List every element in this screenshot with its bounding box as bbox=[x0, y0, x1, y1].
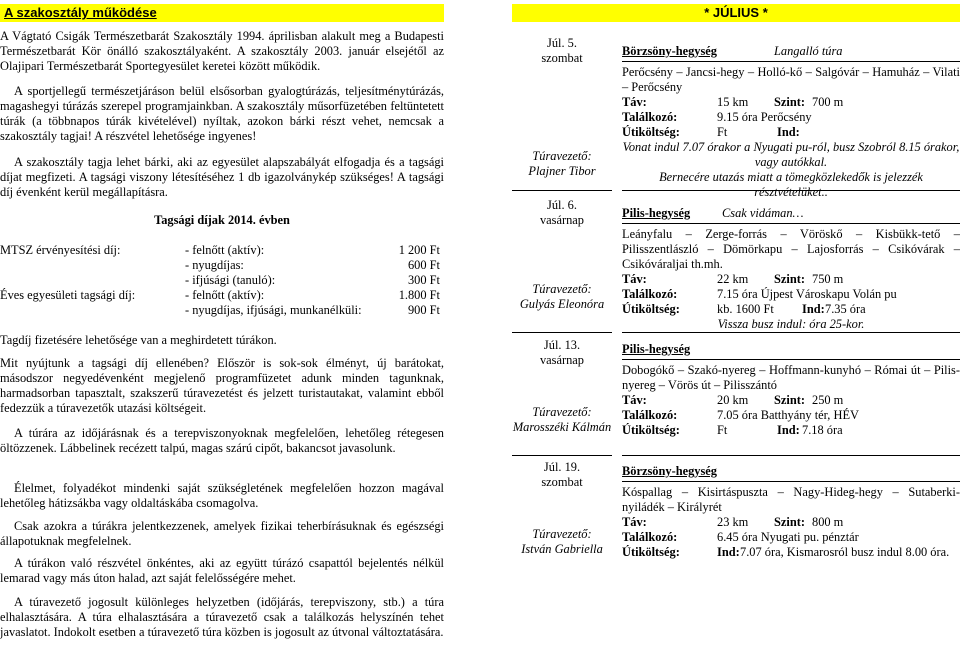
tour-note: Bernecére utazás miatt a tömegközlekedők is jelezzék résztvételüket.. bbox=[659, 170, 923, 199]
tour-leader-label: Túravezető: bbox=[532, 405, 592, 419]
distance-value: 15 km bbox=[717, 95, 749, 109]
distance-value: 23 km bbox=[717, 515, 749, 529]
tour-leader: Marosszéki Kálmán bbox=[512, 420, 612, 434]
tour-date-block bbox=[512, 198, 612, 310]
meeting-value: 6.45 óra Nyugati pu. pénztár bbox=[717, 530, 859, 544]
distance-label: Táv: bbox=[622, 393, 647, 407]
tour-block bbox=[622, 342, 960, 438]
meeting-label: Találkozó: bbox=[622, 408, 678, 422]
distance-label: Táv: bbox=[622, 272, 647, 286]
cost-value: kb. 1600 Ft bbox=[717, 302, 774, 316]
meeting-label: Találkozó: bbox=[622, 530, 678, 544]
divider bbox=[512, 190, 612, 191]
fee-row bbox=[0, 243, 444, 258]
fee-amount: 900 Ft bbox=[407, 303, 440, 317]
distance-label: Táv: bbox=[622, 515, 647, 529]
tour-note: Vissza busz indul: óra 25-kor. bbox=[717, 317, 865, 331]
fee-row bbox=[0, 273, 444, 288]
tour-region: Börzsöny-hegység bbox=[622, 44, 717, 58]
divider bbox=[622, 190, 960, 191]
elevation-label: Szint: bbox=[774, 515, 805, 529]
fee-row bbox=[0, 303, 444, 318]
elevation-value: 800 m bbox=[812, 515, 844, 529]
tour-day: szombat bbox=[541, 475, 583, 489]
tour-date: Júl. 13. bbox=[543, 338, 581, 352]
leader-paragraph: A túravezető jogosult különleges helyzetben (időjárás, terepviszony, stb.) a túra elhalasztására. A túra elhalasztására a túravezető csak a találkozás helyszínén tehet javaslatot. Indokolt esetben a túravezető túra közben is jogosult az útvonal változtatására. bbox=[0, 595, 444, 639]
meeting-label: Találkozó: bbox=[622, 287, 678, 301]
month-title-bar bbox=[512, 4, 960, 22]
tour-region: Pilis-hegység bbox=[622, 206, 691, 220]
tour-day: vasárnap bbox=[539, 353, 585, 367]
tour-region: Börzsöny-hegység bbox=[622, 464, 717, 478]
tour-name: Langalló túra bbox=[774, 44, 843, 58]
fee-row bbox=[0, 288, 444, 303]
cost-label: Útiköltség: bbox=[622, 302, 680, 316]
fee-category: - nyugdíjas: bbox=[185, 258, 244, 272]
elevation-label: Szint: bbox=[774, 272, 805, 286]
fee-category: - felnőtt (aktív): bbox=[185, 288, 265, 302]
tour-leader: Gulyás Eleonóra bbox=[519, 297, 605, 311]
tour-note: Vonat indul 7.07 órakor a Nyugati pu-ról, busz Szobról 8.15 órakor, vagy autókkal. bbox=[622, 140, 960, 169]
tour-leader-label: Túravezető: bbox=[532, 149, 592, 163]
start-label: Ind: bbox=[777, 125, 800, 139]
tour-date: Júl. 6. bbox=[547, 198, 577, 212]
start-value: 7.18 óra bbox=[802, 423, 843, 437]
tour-leader: Plajner Tibor bbox=[528, 164, 596, 178]
cost-label: Útiköltség: bbox=[622, 545, 680, 559]
elevation-label: Szint: bbox=[774, 95, 805, 109]
tour-leader-label: Túravezető: bbox=[532, 282, 592, 296]
tour-name: Csak vidáman… bbox=[722, 206, 804, 220]
tour-leader-label: Túravezető: bbox=[532, 527, 592, 541]
start-value: 7.35 óra bbox=[825, 302, 866, 316]
fee-category: - felnőtt (aktív): bbox=[185, 243, 265, 257]
tour-title-line bbox=[622, 464, 960, 482]
fee-amount: 300 Ft bbox=[407, 273, 440, 287]
cost-value: Ft bbox=[717, 423, 728, 437]
fee-row bbox=[0, 258, 444, 273]
elevation-value: 700 m bbox=[812, 95, 844, 109]
offer-paragraph: Mit nyújtunk a tagsági díj ellenében? Először is sok-sok élményt, új barátokat, másodszor negyedévenként megjelenő programfüzetet adunk minden tagunknak, harmadsorban tapasztalt, szakszerű túravezetést és jelzett turistautakat, valamint ebből fedezzük a túravezetők utazási költségeit. bbox=[0, 356, 444, 415]
start-label: Ind: bbox=[717, 545, 740, 559]
distance-value: 20 km bbox=[717, 393, 749, 407]
tour-block bbox=[622, 464, 960, 560]
distance-label: Táv: bbox=[622, 95, 647, 109]
tour-title-line bbox=[622, 44, 960, 62]
tour-region: Pilis-hegység bbox=[622, 342, 691, 356]
elevation-label: Szint: bbox=[774, 393, 805, 407]
start-label: Ind: bbox=[777, 423, 800, 437]
elevation-value: 750 m bbox=[812, 272, 844, 286]
tour-date-block bbox=[512, 460, 612, 560]
tour-date-block bbox=[512, 338, 612, 438]
tour-date-block bbox=[512, 36, 612, 176]
meeting-label: Találkozó: bbox=[622, 110, 678, 124]
elevation-value: 250 m bbox=[812, 393, 844, 407]
tour-title-line bbox=[622, 342, 960, 360]
risk-paragraph: A túrákon való részvétel önkéntes, aki az együtt túrázó csapattól bejelentés nélkül lemarad vagy más úton halad, azt saját felelősségére mehet. bbox=[0, 556, 444, 585]
start-label: Ind: bbox=[802, 302, 825, 316]
fee-amount: 1.800 Ft bbox=[398, 288, 440, 302]
month-title: * JÚLIUS * bbox=[704, 5, 768, 20]
tour-block bbox=[622, 206, 960, 332]
tour-date: Júl. 19. bbox=[543, 460, 581, 474]
food-paragraph: Élelmet, folyadékot mindenki saját szükségletének megfelelően hozzon magával lehetőleg hátizsákba vagy oldaltáskába csomagolva. bbox=[0, 481, 444, 510]
cost-value: Ft bbox=[717, 125, 728, 139]
intro-paragraph-3: A szakosztály tagja lehet bárki, aki az egyesület alapszabályát elfogadja és a tagsági díjat megfizeti. A tagsági viszony létesítéséhez 1 db igazolványkép szükséges! A tagsági díj évenként kerül megállapításra. bbox=[0, 155, 444, 199]
tour-day: vasárnap bbox=[539, 213, 585, 227]
fee-category: - ifjúsági (tanuló): bbox=[185, 273, 276, 287]
pay-paragraph: Tagdíj fizetésére lehetősége van a meghirdetett túrákon. bbox=[0, 333, 277, 347]
tour-route: Dobogókő – Szakó-nyereg – Hoffmann-kunyhó – Római út – Pilis-nyereg – Vörös út – Pilisszántó bbox=[622, 363, 960, 392]
intro-paragraph-1: A Vágtató Csigák Természetbarát Szakosztály 1994. áprilisban alakult meg a Budapesti Természetbarát Kör önálló szakosztályaként. A szakosztály 2003. január elsejétől az Olajipari Természetbarát Sportegyesület keretei között működik. bbox=[0, 29, 444, 73]
tour-route: Perőcsény – Jancsi-hegy – Holló-kő – Salgóvár – Hamuház – Vilati – Perőcsény bbox=[622, 65, 960, 94]
weather-paragraph: A túrára az időjárásnak és a terepviszonyoknak megfelelően, lehetőleg rétegesen öltözzenek. Lábbelinek recézett talpú, magas szárú cipőt, bakancsot javasolunk. bbox=[0, 426, 444, 455]
divider bbox=[622, 332, 960, 333]
tour-leader: István Gabriella bbox=[521, 542, 603, 556]
distance-value: 22 km bbox=[717, 272, 749, 286]
start-value: 7.07 óra, Kismarosról busz indul 8.00 óra. bbox=[740, 545, 950, 559]
fee-label: MTSZ érvényesítési díj: bbox=[0, 243, 121, 257]
tour-block bbox=[622, 44, 960, 200]
intro-paragraph-2: A sportjellegű természetjáráson belül elsősorban gyalogtúrázás, teljesítménytúrázás, magashegyi túrázás szerepel programjainkban. A szakosztály műsorfüzetében feltüntetett túrák (a többnapos túrák kivételével) nyíltak, azokon bárki részt vehet, nemcsak a szakosztály tagjai! A részvétel lehetősége ingyenes! bbox=[0, 84, 444, 143]
meeting-value: 9.15 óra Perőcsény bbox=[717, 110, 812, 124]
fee-amount: 600 Ft bbox=[407, 258, 440, 272]
meeting-value: 7.15 óra Újpest Városkapu Volán pu bbox=[717, 287, 897, 301]
fee-category: - nyugdíjas, ifjúsági, munkanélküli: bbox=[185, 303, 362, 317]
fitness-paragraph: Csak azokra a túrákra jelentkezzenek, amelyek fizikai teherbírásuknak és egészségi állapotuknak megfelelnek. bbox=[0, 519, 444, 548]
divider bbox=[622, 455, 960, 456]
fee-label: Éves egyesületi tagsági díj: bbox=[0, 288, 136, 302]
fee-title: Tagsági díjak 2014. évben bbox=[154, 213, 290, 227]
cost-label: Útiköltség: bbox=[622, 125, 680, 139]
section-title: A szakosztály működése bbox=[0, 4, 444, 22]
tour-day: szombat bbox=[541, 51, 583, 65]
divider bbox=[512, 455, 612, 456]
fee-amount: 1 200 Ft bbox=[398, 243, 440, 257]
tour-route: Leányfalu – Zerge-forrás – Vöröskő – Kisbükk-tető – Pilisszentlászló – Dömörkapu – Lajosforrás – Csikóvárak – Csikóváraljai th.mh. bbox=[622, 227, 960, 271]
meeting-value: 7.05 óra Batthyány tér, HÉV bbox=[717, 408, 859, 422]
tour-title-line bbox=[622, 206, 960, 224]
tour-date: Júl. 5. bbox=[547, 36, 577, 50]
cost-label: Útiköltség: bbox=[622, 423, 680, 437]
tour-route: Kóspallag – Kisirtáspuszta – Nagy-Hideg-hegy – Sutaberki-nyiládék – Királyrét bbox=[622, 485, 960, 514]
divider bbox=[512, 332, 612, 333]
